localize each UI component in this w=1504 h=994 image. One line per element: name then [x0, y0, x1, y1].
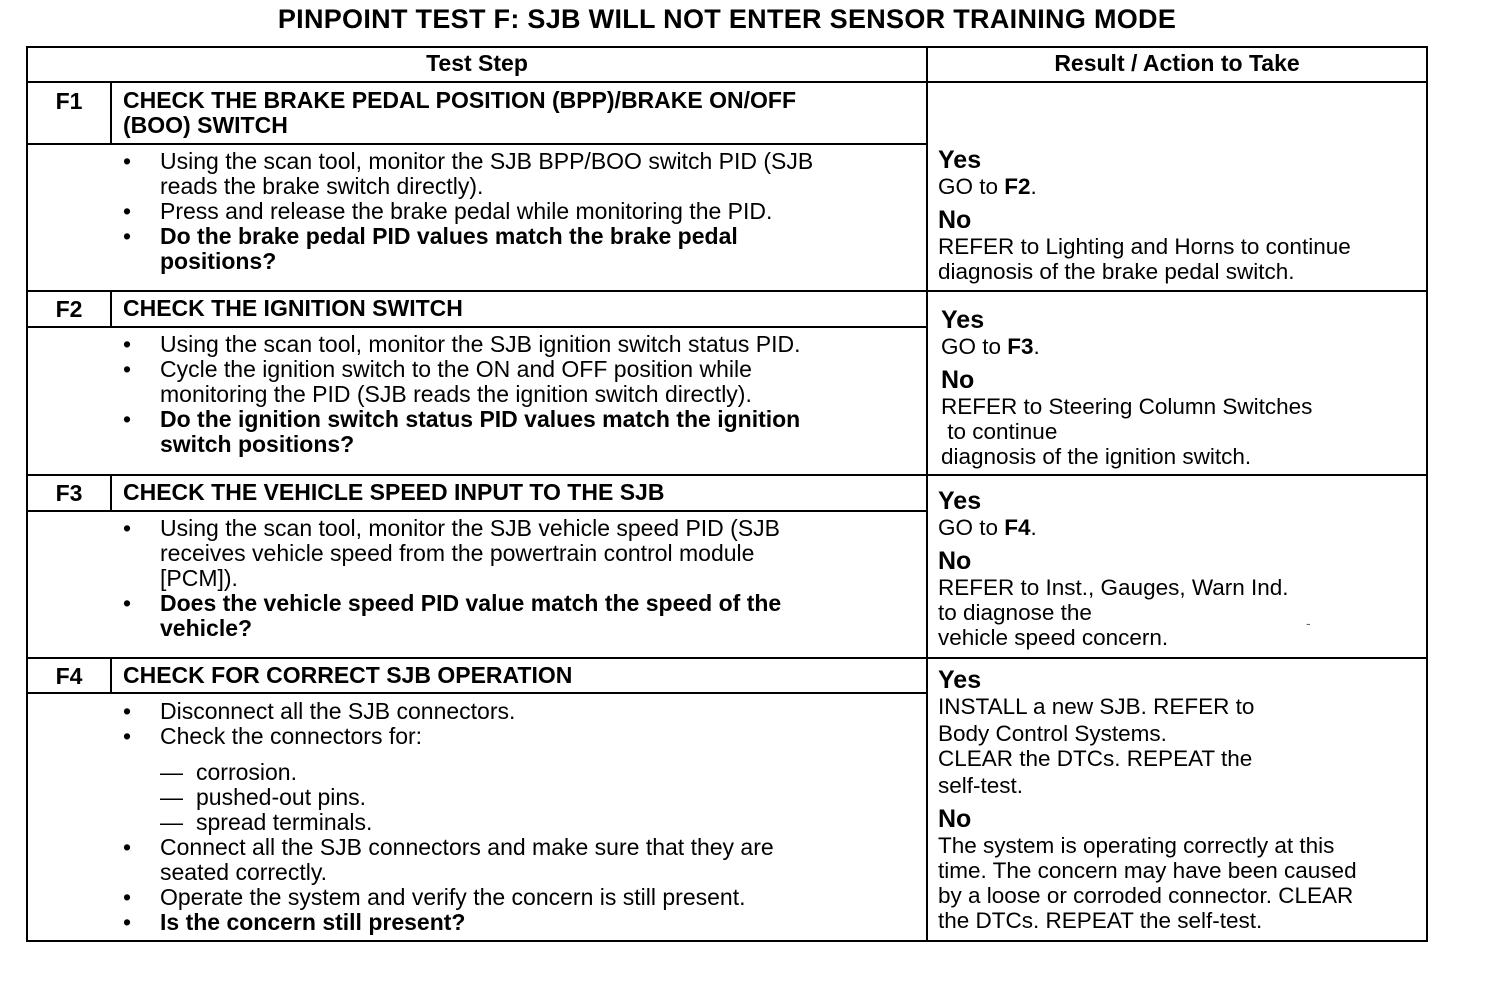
step-instructions [123, 332, 913, 457]
step-result: Yes INSTALL a new SJB. REFER to Body Control Systems. CLEAR the DTCs. REPEAT the self-test. No The system is operating correctly at this time. The concern may have been caused by a loose or corroded connector. CLEAR the DTCs. REPEAT the self-test. [938, 666, 1357, 933]
step-instructions [123, 149, 913, 274]
list-item: — pushed-out pins. [160, 784, 367, 810]
f1-code-divider [110, 81, 112, 143]
step-result: Yes GO to F4. No REFER to Inst., Gauges, Warn Ind. to diagnose the vehicle speed concern. [938, 487, 1289, 650]
step-title: CHECK THE VEHICLE SPEED INPUT TO THE SJB [123, 479, 665, 505]
step-code: F2 [55, 296, 83, 322]
step-title: CHECK FOR CORRECT SJB OPERATION [123, 662, 573, 688]
header-test-step: Test Step [426, 50, 528, 76]
f3-title-rule [26, 510, 928, 512]
step-code: F4 [55, 663, 83, 689]
f3-row-rule [26, 657, 1428, 659]
f2-code-divider [110, 290, 112, 326]
list-item: • Disconnect all the SJB connectors. [123, 698, 516, 724]
f3-code-divider [110, 474, 112, 510]
f2-row-rule [26, 474, 1428, 476]
list-item: • Do the brake pedal PID values match the brake pedal positions? [123, 223, 738, 274]
step-instructions [123, 516, 913, 641]
list-item: — spread terminals. [160, 809, 373, 835]
list-item: • Operate the system and verify the concern is still present. [123, 884, 746, 910]
header-result: Result / Action to Take [1054, 50, 1300, 76]
step-result: Yes GO to F2. No REFER to Lighting and Horns to continue diagnosis of the brake pedal switch. [938, 146, 1351, 284]
list-item: • Using the scan tool, monitor the SJB vehicle speed PID (SJB receives vehicle speed from the powertrain control module [PCM]). [123, 515, 781, 591]
list-item: • Cycle the ignition switch to the ON and OFF position while monitoring the PID (SJB reads the ignition switch directly). [123, 356, 752, 407]
f1-row-rule [26, 290, 1428, 292]
list-item: • Check the connectors for: [123, 723, 423, 749]
list-item: • Using the scan tool, monitor the SJB BPP/BOO switch PID (SJB reads the brake switch directly). [123, 148, 814, 199]
f2-title-rule [26, 326, 928, 328]
step-title: CHECK THE BRAKE PEDAL POSITION (BPP)/BRAKE ON/OFF (BOO) SWITCH [123, 87, 796, 138]
f4-title-rule [26, 692, 928, 694]
step-instructions [123, 699, 913, 935]
list-item: • Does the vehicle speed PID value match the speed of the vehicle? [123, 590, 782, 641]
list-item: — corrosion. [160, 759, 297, 785]
stray-mark: - [1306, 615, 1311, 631]
page-title: PINPOINT TEST F: SJB WILL NOT ENTER SENSOR TRAINING MODE [277, 4, 1177, 34]
list-item: • Do the ignition switch status PID values match the ignition switch positions? [123, 406, 801, 457]
step-code: F1 [55, 88, 83, 114]
list-item: • Using the scan tool, monitor the SJB ignition switch status PID. [123, 331, 801, 357]
list-item: • Connect all the SJB connectors and make sure that they are seated correctly. [123, 834, 774, 885]
f1-title-rule [26, 143, 928, 145]
step-code: F3 [55, 480, 83, 506]
step-title: CHECK THE IGNITION SWITCH [123, 295, 463, 321]
step-result: Yes GO to F3. No REFER to Steering Column Switches to continue diagnosis of the ignition switch. [941, 306, 1313, 469]
f4-code-divider [110, 657, 112, 692]
header-rule [26, 81, 1428, 83]
list-item: • Is the concern still present? [123, 909, 466, 935]
column-divider [926, 46, 928, 942]
list-item: • Press and release the brake pedal while monitoring the PID. [123, 198, 773, 224]
